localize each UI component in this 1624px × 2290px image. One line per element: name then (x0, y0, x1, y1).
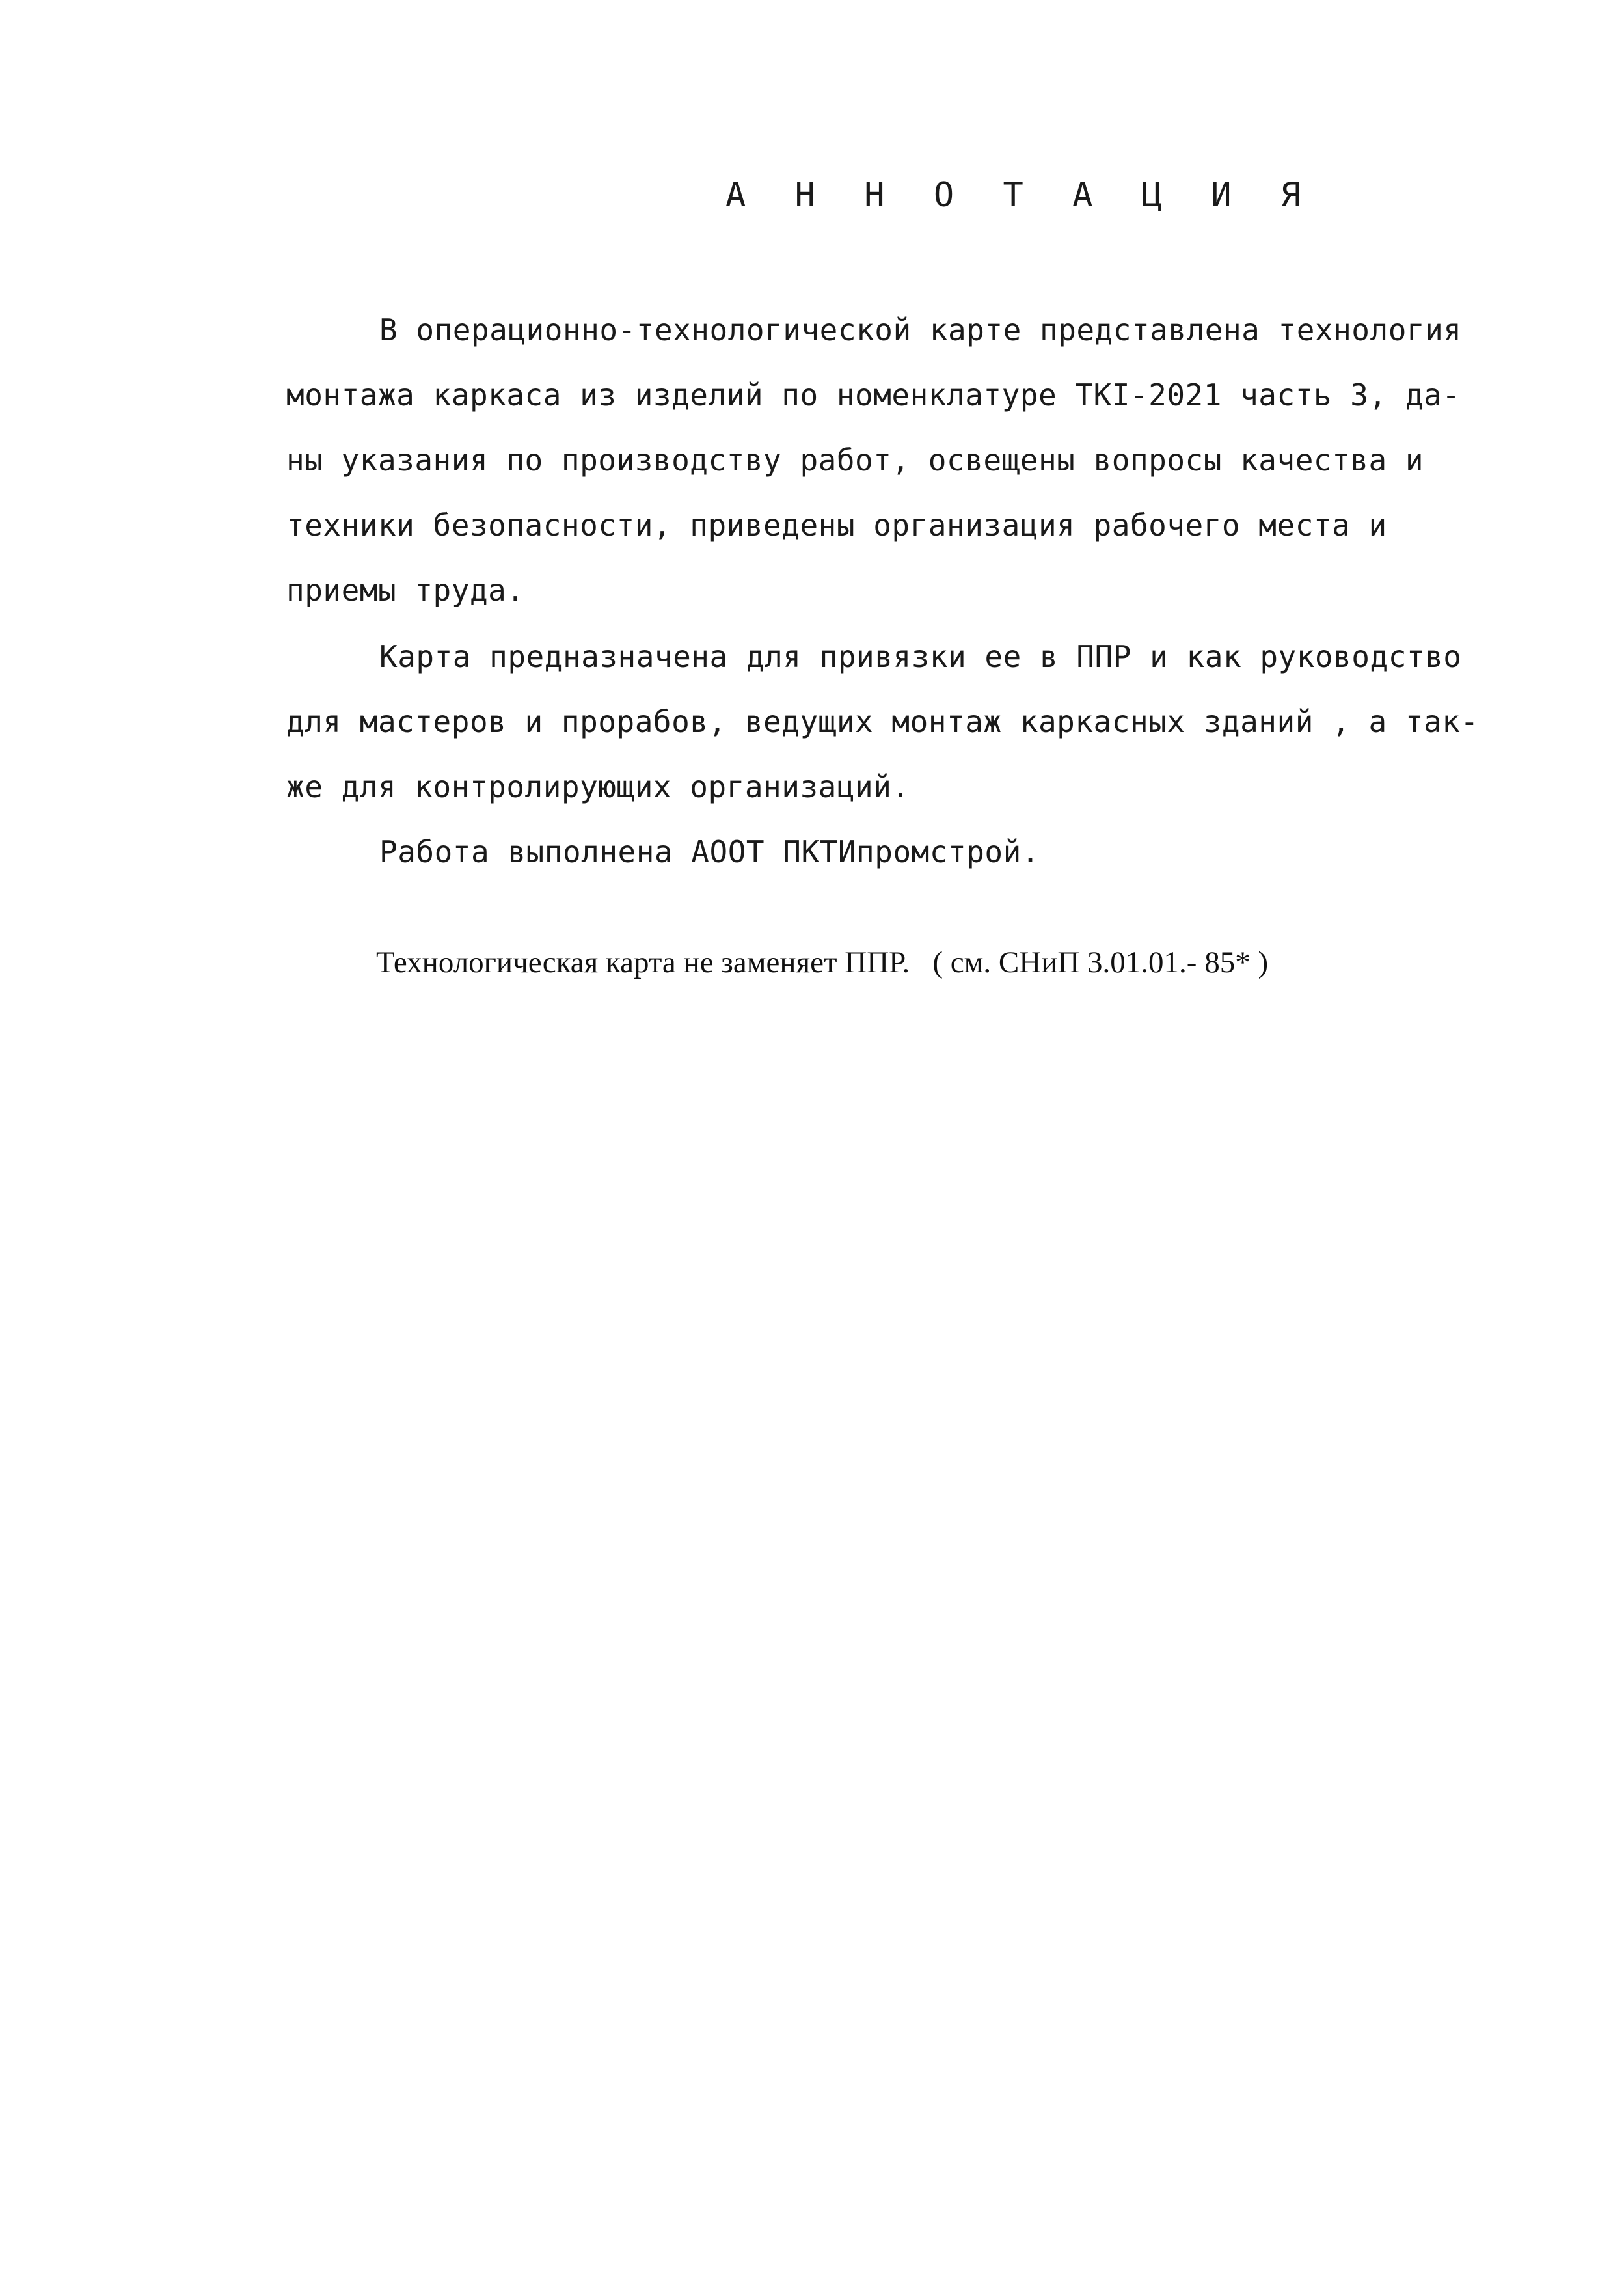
paragraph-1-line-2: монтажа каркаса из изделий по номенклатуре ТКI-2021 часть 3, да- (286, 377, 1461, 413)
paragraph-1-line-5: приемы труда. (286, 573, 525, 608)
paragraph-3-line-1: Работа выполнена АООТ ПКТИпромстрой. (379, 834, 1040, 869)
note-text: Технологическая карта не заменяет ППР. ( см. СНиП 3.01.01.- 85* ) (376, 946, 1269, 979)
paragraph-2-line-3: же для контролирующих организаций. (286, 769, 910, 804)
paragraph-2-line-2: для мастеров и прорабов, ведущих монтаж каркасных зданий , а так- (286, 704, 1479, 739)
paragraph-1-line-3: ны указания по производству работ, освещены вопросы качества и (286, 443, 1424, 478)
page-title: А Н Н О Т А Ц И Я (725, 176, 1316, 215)
paragraph-1-line-4: техники безопасности, приведены организация рабочего места и (286, 508, 1387, 543)
paragraph-1-line-1: В операционно-технологической карте представлена технология (379, 312, 1462, 348)
paragraph-2-line-1: Карта предназначена для привязки ее в ППР и как руководство (379, 639, 1462, 674)
